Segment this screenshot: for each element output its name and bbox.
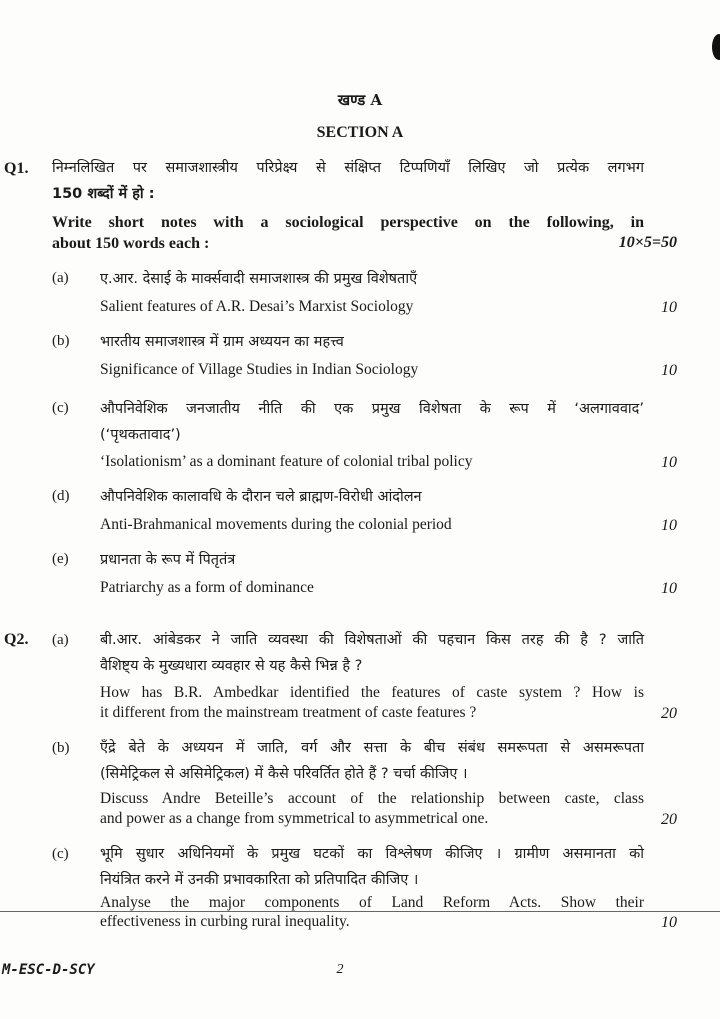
part-label: (b): [52, 740, 70, 756]
part-text-hindi-line2: नियंत्रित करने में उनकी प्रभावकारिता को प्रतिपादित कीजिए ।: [100, 872, 419, 888]
part-text-hindi: भारतीय समाजशास्त्र में ग्राम अध्ययन का महत्त्व: [100, 334, 344, 350]
part-marks: 20: [661, 811, 677, 828]
part-text-line2: and power as a change from symmetrical to asymmetrical one.: [100, 810, 489, 827]
part-text-line2: effectiveness in curbing rural inequality.: [100, 913, 350, 930]
section-heading: SECTION A: [316, 124, 404, 141]
part-text-line2: it different from the mainstream treatment of caste features ?: [100, 704, 477, 721]
part-text-hindi-line2: (‘पृथकतावाद’): [100, 427, 181, 443]
part-marks: 10: [661, 914, 677, 931]
paper-code: M-ESC-D-SCY: [2, 962, 95, 978]
part-text-hindi-line2: (सिमेट्रिकल से असिमेट्रिकल) में कैसे परिवर्तित होते हैं ? चर्चा कीजिए ।: [100, 766, 468, 782]
part-label: (e): [52, 551, 69, 567]
page-number: 2: [336, 962, 344, 977]
part-marks: 10: [661, 517, 677, 534]
section-heading-hindi: खण्ड A: [337, 91, 383, 109]
part-text-hindi: बी.आर. आंबेडकर ने जाति व्यवस्था की विशेषताओं की पहचान किस तरह की है ? जाति: [100, 632, 644, 648]
part-label: (a): [52, 270, 69, 286]
part-marks: 10: [661, 454, 677, 471]
question-marks: 10×5=50: [618, 234, 677, 251]
part-text-hindi: प्रधानता के रूप में पितृतंत्र: [100, 552, 236, 568]
question-text-line2: about 150 words each :: [52, 235, 210, 252]
part-text-hindi: औपनिवेशिक कालावधि के दौरान चले ब्राह्मण-विरोधी आंदोलन: [100, 489, 422, 505]
part-text: Anti-Brahmanical movements during the colonial period: [100, 516, 452, 533]
part-text-hindi: ए.आर. देसाई के मार्क्सवादी समाजशास्त्र की प्रमुख विशेषताएँ: [100, 271, 418, 287]
part-text: ‘Isolationism’ as a dominant feature of colonial tribal policy: [100, 453, 473, 470]
part-text: Patriarchy as a form of dominance: [100, 579, 314, 596]
part-label: (a): [52, 632, 69, 648]
part-text: How has B.R. Ambedkar identified the features of caste system ? How is: [100, 684, 644, 701]
part-text-hindi: औपनिवेशिक जनजातीय नीति की एक प्रमुख विशेषता के रूप में ‘अलगाववाद’: [100, 401, 644, 417]
part-label: (c): [52, 400, 69, 416]
part-label: (d): [52, 488, 70, 504]
question-text-hindi: निम्नलिखित पर समाजशास्त्रीय परिप्रेक्ष्य से संक्षिप्त टिप्पणियाँ लिखिए जो प्रत्येक लगभग: [52, 160, 644, 176]
part-text: Significance of Village Studies in Indian Sociology: [100, 361, 419, 378]
part-marks: 10: [661, 580, 677, 597]
part-text-hindi-line2: वैशिष्ट्य के मुख्यधारा व्यवहार से यह कैसे भिन्न है ?: [100, 658, 363, 674]
ink-blot: [712, 34, 720, 60]
part-label: (c): [52, 846, 69, 862]
part-text: Discuss Andre Beteille’s account of the relationship between caste, class: [100, 790, 644, 807]
part-marks: 20: [661, 705, 677, 722]
part-text-hindi: भूमि सुधार अधिनियमों के प्रमुख घटकों का विश्लेषण कीजिए । ग्रामीण असमानता को: [100, 846, 644, 862]
part-text: Salient features of A.R. Desai’s Marxist Sociology: [100, 298, 414, 315]
part-text: Analyse the major components of Land Reform Acts. Show their: [100, 894, 644, 911]
question-number: Q1.: [4, 160, 29, 177]
question-text: Write short notes with a sociological perspective on the following, in: [52, 214, 644, 231]
question-number: Q2.: [4, 631, 29, 648]
part-label: (b): [52, 333, 70, 349]
question-text-hindi-line2: 150 शब्दों में हो :: [52, 186, 155, 202]
part-text-hindi: एँद्रे बेते के अध्ययन में जाति, वर्ग और सत्ता के बीच संबंध समरूपता से असमरूपता: [100, 740, 644, 756]
part-marks: 10: [661, 362, 677, 379]
part-marks: 10: [661, 299, 677, 316]
